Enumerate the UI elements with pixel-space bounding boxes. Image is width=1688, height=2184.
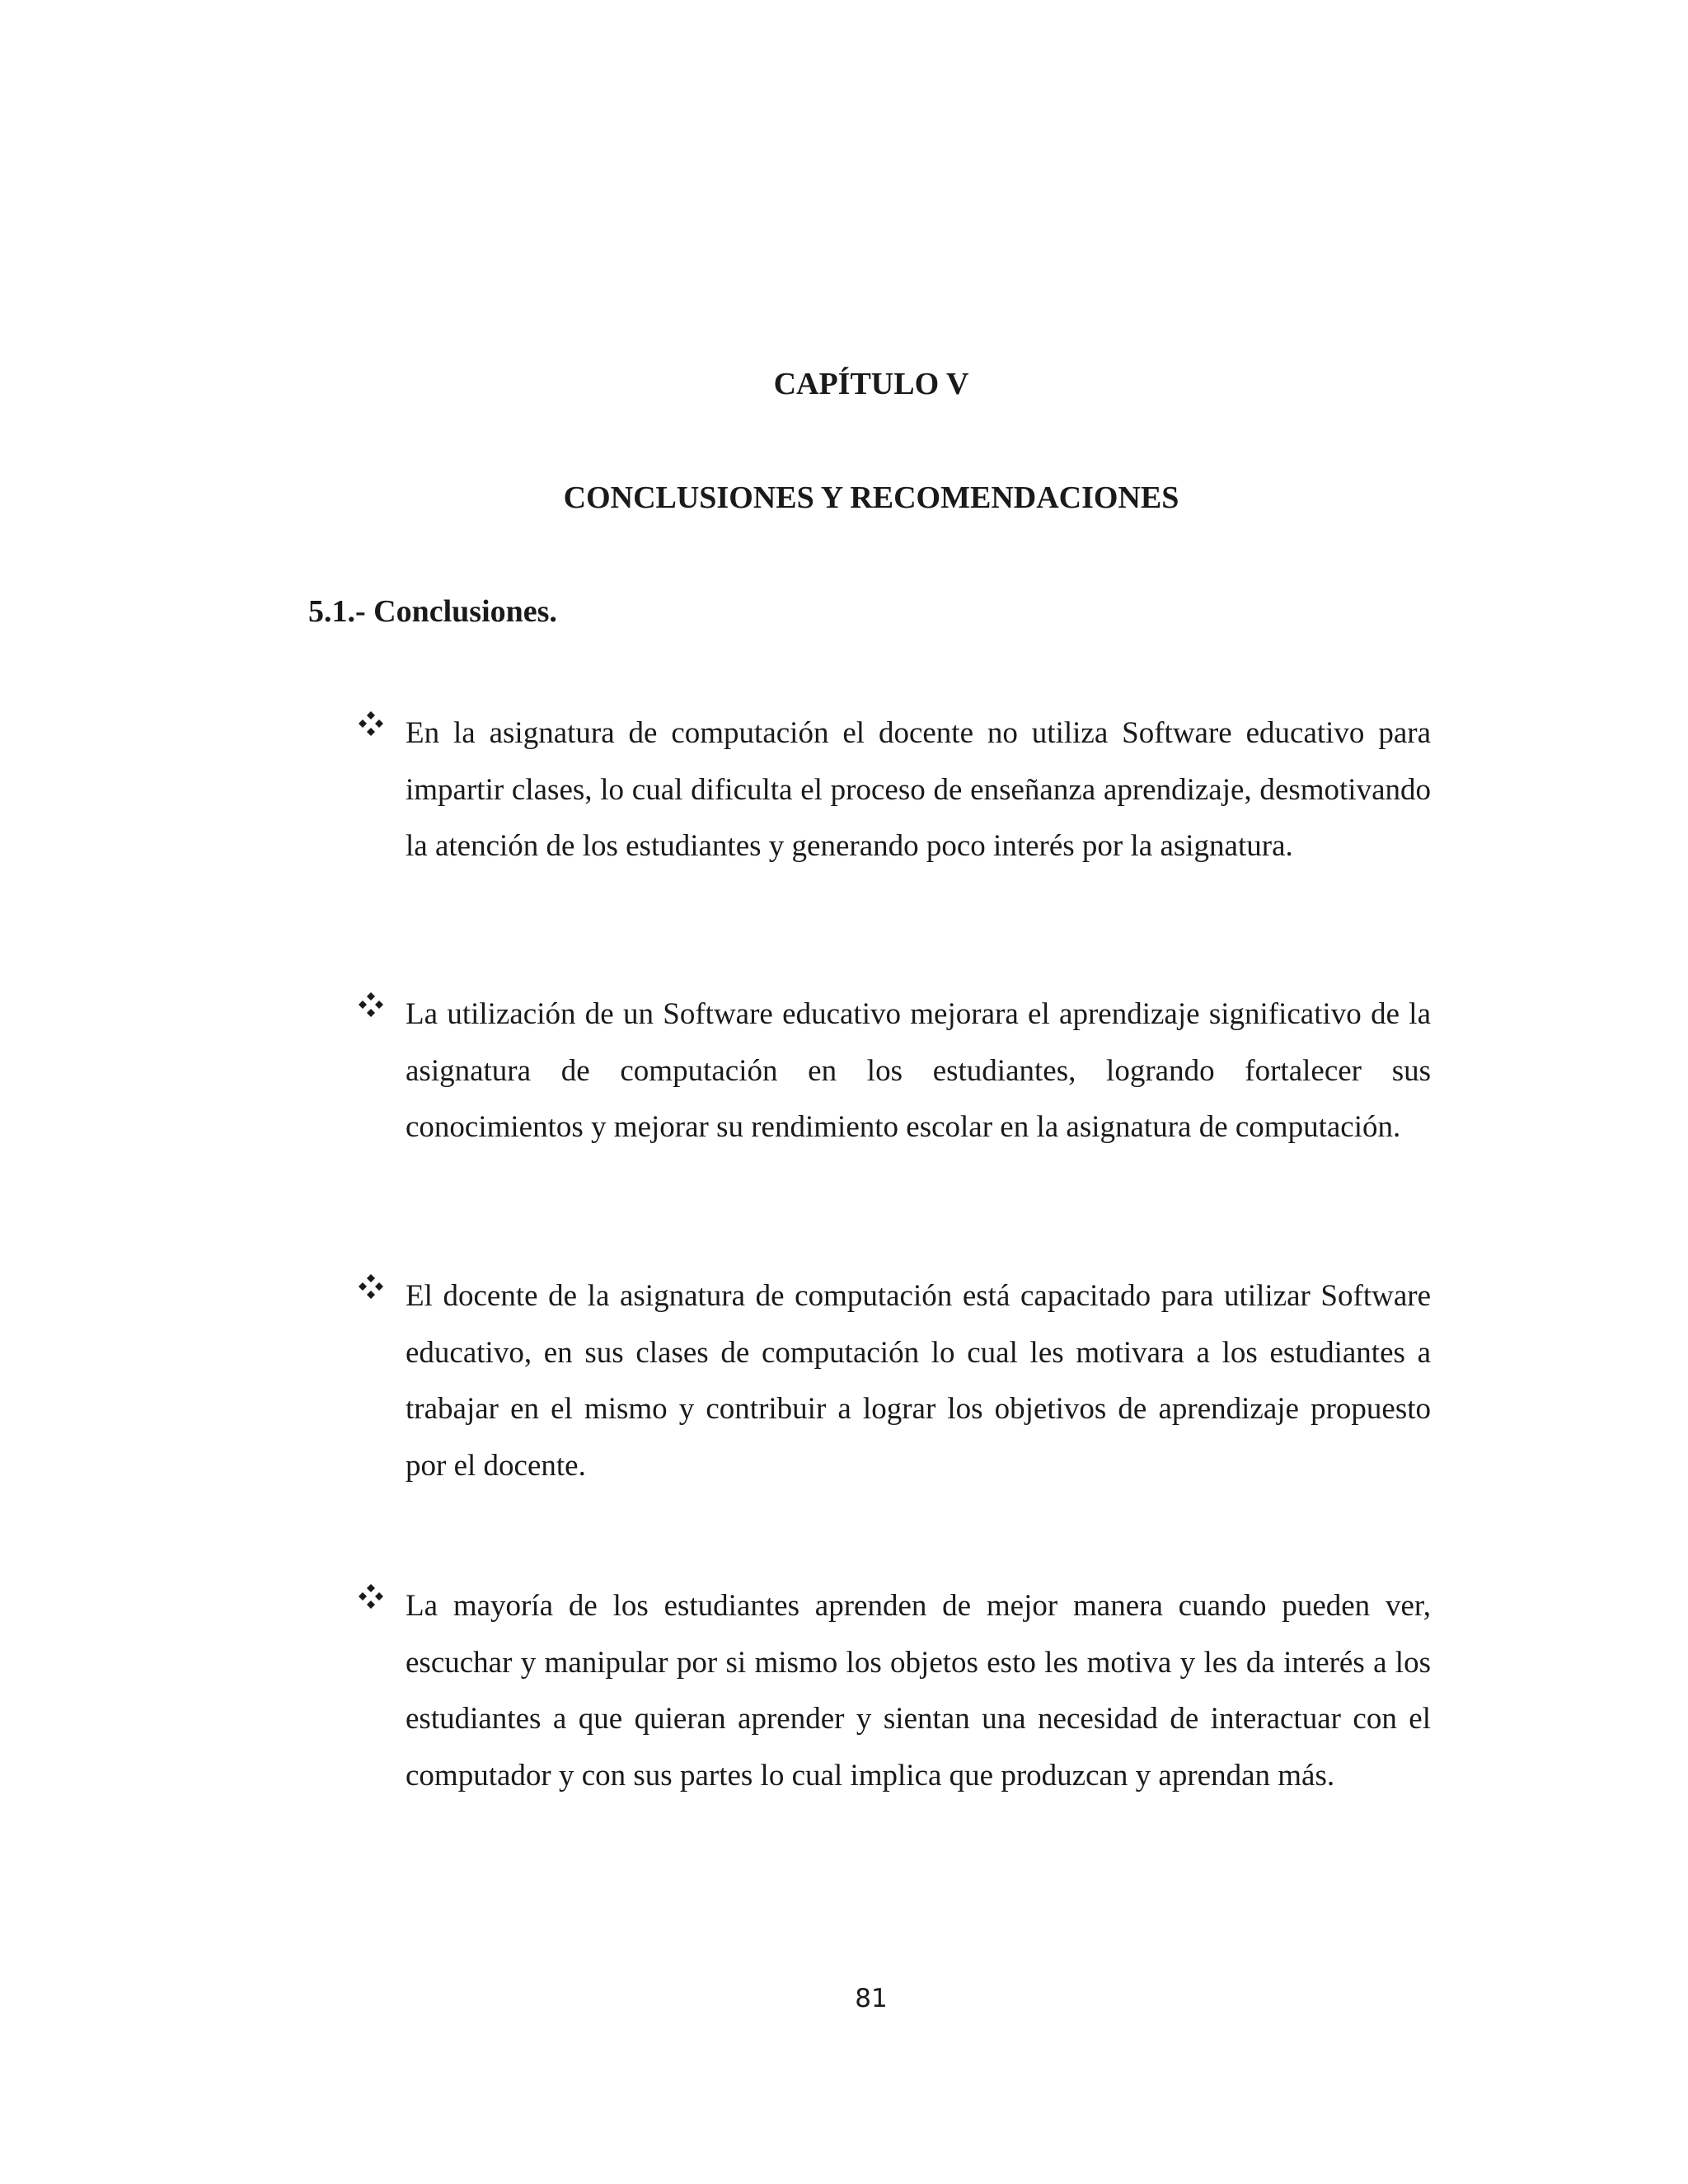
conclusion-text: En la asignatura de computación el docente no utiliza Software educativo para impartir clases, lo cual dificulta el proceso de enseñanza aprendizaje, desmotivando la atención de los estudiantes y generando poco interés por la asignatura. (406, 716, 1431, 863)
section-heading: 5.1.- Conclusiones. (308, 594, 557, 629)
conclusion-text: La mayoría de los estudiantes aprenden de mejor manera cuando pueden ver, escuchar y manipular por si mismo los objetos esto les motiva y les da interés a los estudiantes a que quieran aprender y sientan una necesidad de interactuar con el computador y con sus partes lo cual implica que produzcan y aprendan más. (406, 1589, 1431, 1793)
four-diamond-bullet-icon (358, 1583, 384, 1610)
conclusion-text: La utilización de un Software educativo mejorara el aprendizaje significativo de la asignatura de computación en los estudiantes, logrando fortalecer sus conocimientos y mejorar su rendimiento escolar en la asignatura de computación. (406, 997, 1431, 1144)
four-diamond-bullet-icon (358, 991, 384, 1018)
four-diamond-bullet-icon (358, 710, 384, 737)
page-number: 81 (855, 1984, 888, 2013)
chapter-title: CONCLUSIONES Y RECOMENDACIONES (563, 480, 1179, 515)
four-diamond-bullet-icon (358, 1273, 384, 1300)
chapter-label: CAPÍTULO V (773, 367, 969, 401)
conclusion-text: El docente de la asignatura de computación está capacitado para utilizar Software educativo, en sus clases de computación lo cual les motivara a los estudiantes a trabajar en el mismo y contribuir a lograr los objetivos de aprendizaje propuesto por el docente. (406, 1279, 1431, 1483)
